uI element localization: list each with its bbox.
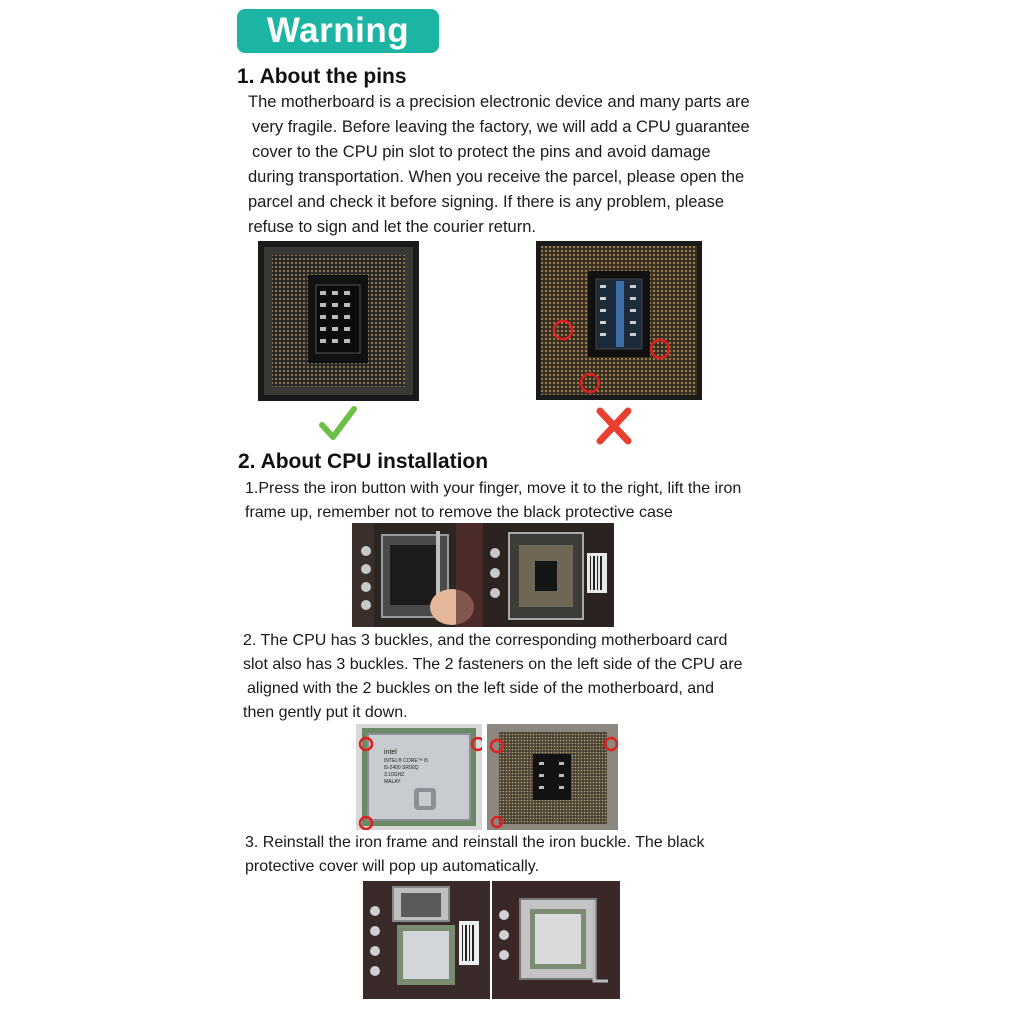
section-2-heading: 2. About CPU installation (238, 450, 489, 473)
text-line: very fragile. Before leaving the factory, we will add a CPU guarantee (252, 118, 750, 136)
text-line: The motherboard is a precision electronic device and many parts are (248, 93, 750, 111)
notch-circle (491, 740, 503, 752)
text-line: frame up, remember not to remove the black protective case (245, 504, 673, 521)
cpu-label-line-2: i5-2400 SR00Q (384, 765, 419, 771)
cpu-notch-circles (356, 724, 482, 830)
cpu-brand: intel (384, 749, 397, 756)
damage-circles (536, 241, 702, 400)
socket-notch-circles (487, 724, 618, 830)
text-line: aligned with the 2 buckles on the left side of the motherboard, and (247, 680, 714, 697)
damage-circle (554, 321, 572, 339)
damage-circle (651, 340, 669, 358)
cpu-label-line-4: MALAY (384, 779, 401, 785)
step-1-open-frame-image (483, 523, 614, 627)
text-line: then gently put it down. (243, 704, 408, 721)
text-line: refuse to sign and let the courier return. (248, 218, 536, 236)
check-icon (318, 405, 358, 443)
notch-circle (360, 817, 372, 829)
cpu-label-line-1: INTEL® CORE™ i5 (384, 758, 428, 764)
step-3-frame-open-image (363, 881, 490, 999)
text-line: cover to the CPU pin slot to protect the pins and avoid damage (252, 143, 711, 161)
notch-circle (492, 817, 502, 827)
text-line: parcel and check it before signing. If there is any problem, please (248, 193, 725, 211)
text-line: 2. The CPU has 3 buckles, and the corresponding motherboard card (243, 632, 728, 649)
section-1-paragraph (248, 90, 750, 240)
text-line: during transportation. When you receive the parcel, please open the (248, 168, 745, 186)
notch-circle (605, 738, 617, 750)
warning-badge: Warning (237, 9, 439, 53)
text-line: 3. Reinstall the iron frame and reinstall the iron buckle. The black (245, 834, 705, 851)
section-1-heading: 1. About the pins (237, 65, 407, 88)
step-1-text (245, 477, 741, 525)
step-2-text (243, 629, 743, 725)
step-3-text (245, 831, 705, 879)
notch-circle (360, 738, 372, 750)
step-1-press-button-image (352, 523, 483, 627)
notch-circle (472, 738, 482, 750)
cpu-label-line-3: 3.10GHZ (384, 772, 405, 778)
damage-circle (581, 374, 599, 392)
text-line: slot also has 3 buckles. The 2 fasteners on the left side of the CPU are (243, 656, 743, 673)
cross-icon (594, 405, 634, 447)
text-line: 1.Press the iron button with your finger, move it to the right, lift the iron (245, 480, 742, 497)
step-3-frame-closed-image (492, 881, 620, 999)
socket-good-image (258, 241, 419, 401)
text-line: protective cover will pop up automatically. (245, 858, 540, 875)
